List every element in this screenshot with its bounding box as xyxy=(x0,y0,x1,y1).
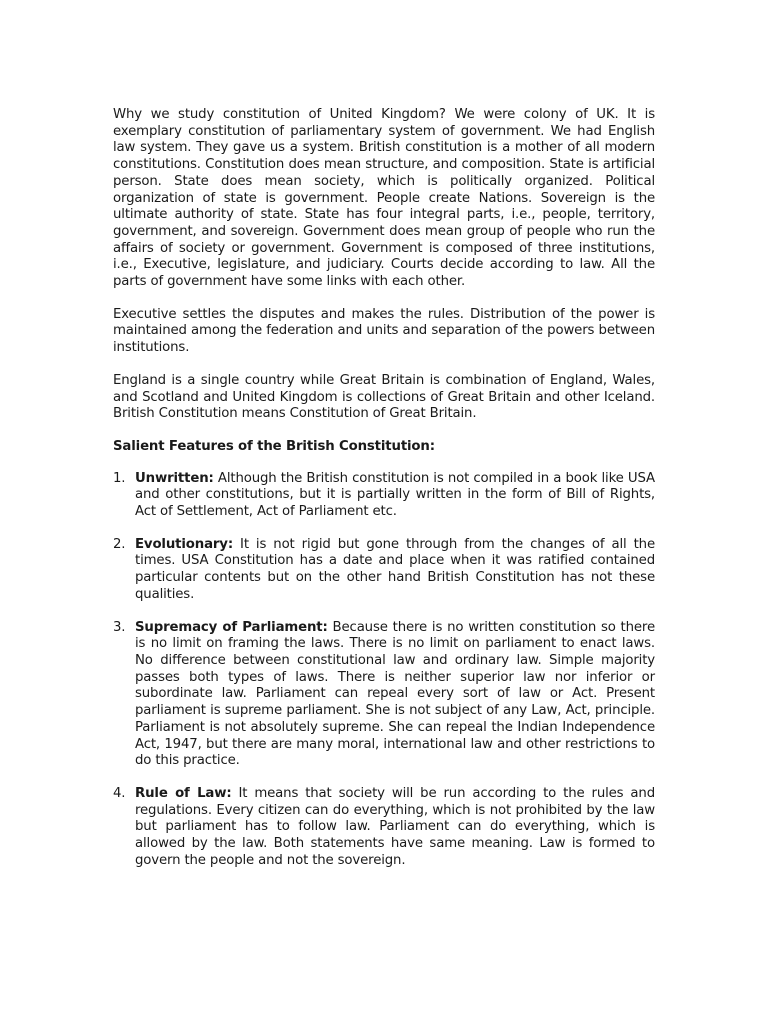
executive-paragraph: Executive settles the disputes and makes the rules. Distribution of the power is maintained among the federation and units and separation of the powers between institutions. xyxy=(113,306,655,356)
item-term: Rule of Law: xyxy=(135,785,232,801)
item-text: Because there is no written constitution so there is no limit on framing the laws. There is no limit on parliament to enact laws. No difference between constitutional law and ordinary law. Simple majority passes both types of laws. There is neither superior law nor inferior or subordinate law. Parliament can repeal every sort of law or Act. Present parliament is supreme parliament. She is not subject of any Law, Act, principle. Parliament is not absolutely supreme. She can repeal the Indian Independence Act, 1947, but there are many moral, international law and other restrictions to do this practice. xyxy=(135,619,655,769)
list-item xyxy=(113,620,655,770)
item-text: Although the British constitution is not compiled in a book like USA and other constitutions, but it is partially written in the form of Bill of Rights, Act of Settlement, Act of Parliament etc. xyxy=(135,470,655,520)
item-number: 2. xyxy=(113,536,126,552)
item-number: 1. xyxy=(113,470,126,486)
england-paragraph: England is a single country while Great Britain is combination of England, Wales, and Scotland and United Kingdom is collections of Great Britain and other Iceland. British Constitution means Constitution of Great Britain. xyxy=(113,372,655,422)
item-term: Evolutionary: xyxy=(135,536,233,552)
item-term: Supremacy of Parliament: xyxy=(135,619,328,635)
item-text: It is not rigid but gone through from the changes of all the times. USA Constitution has a date and place when it was ratified contained particular contents but on the other hand British Constitution has not these qualities. xyxy=(135,536,655,602)
list-item xyxy=(113,537,655,604)
item-number: 4. xyxy=(113,785,126,801)
list-item xyxy=(113,471,655,521)
item-text: It means that society will be run according to the rules and regulations. Every citizen can do everything, which is not prohibited by the law but parliament has to follow law. Parliament can do everything, which is allowed by the law. Both statements have same meaning. Law is formed to govern the people and not the sovereign. xyxy=(135,785,655,868)
section-heading: Salient Features of the British Constitution: xyxy=(113,438,435,454)
item-number: 3. xyxy=(113,619,126,635)
intro-paragraph: Why we study constitution of United Kingdom? We were colony of UK. It is exemplary constitution of parliamentary system of government. We had English law system. They gave us a system. British constitution is a mother of all modern constitutions. Constitution does mean structure, and composition. State is artificial person. State does mean society, which is politically organized. Political organization of state is government. People create Nations. Sovereign is the ultimate authority of state. State has four integral parts, i.e., people, territory, government, and sovereign. Government does mean group of people who run the affairs of society or government. Government is composed of three institutions, i.e., Executive, legislature, and judiciary. Courts decide according to law. All the parts of government have some links with each other. xyxy=(113,107,655,290)
document-page xyxy=(113,107,655,885)
features-list xyxy=(113,471,655,870)
list-item xyxy=(113,786,655,870)
item-term: Unwritten: xyxy=(135,470,214,486)
